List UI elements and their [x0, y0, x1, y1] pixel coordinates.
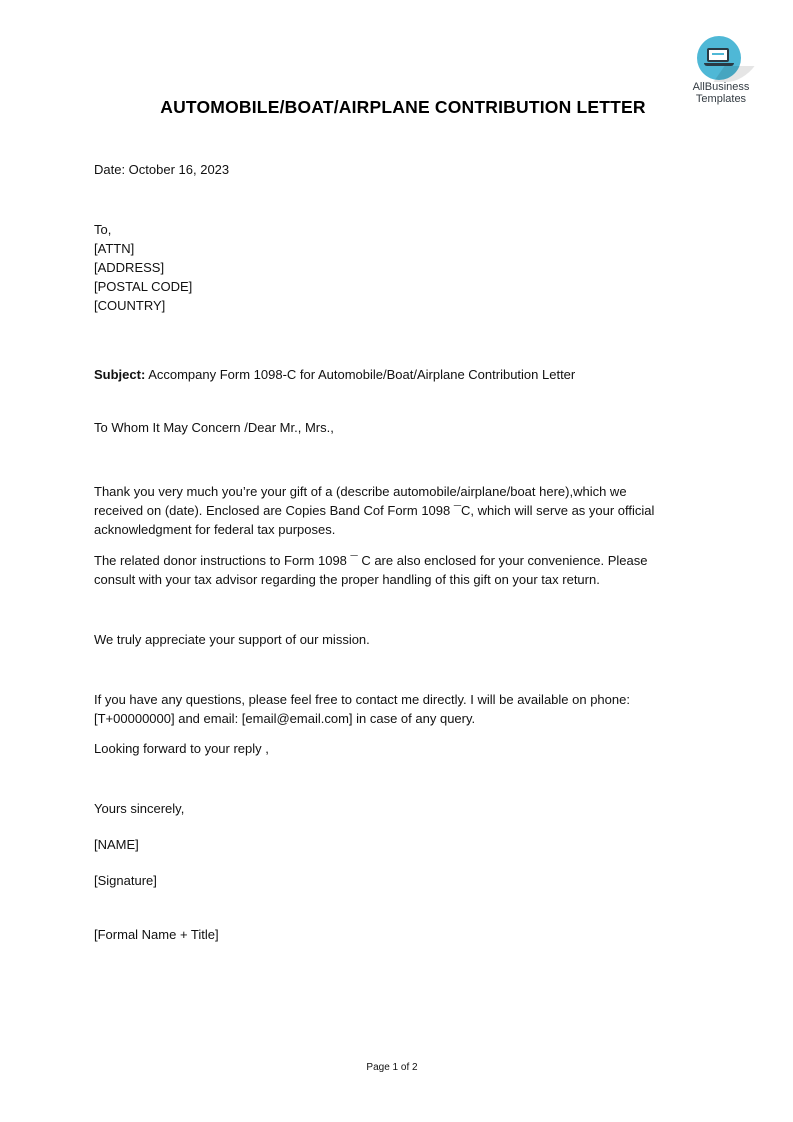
sender-name: [NAME]: [94, 837, 139, 852]
page-number: Page 1 of 2: [366, 1062, 418, 1073]
recipient-address: [ADDRESS]: [94, 260, 165, 275]
paragraph-contact: If you have any questions, please feel free to contact me directly. I will be available on phone: [T+00000000] and email: [email@email.com] in case of any query.: [94, 692, 630, 726]
salutation: To Whom It May Concern /Dear Mr., Mrs.,: [94, 420, 334, 435]
document-title: AUTOMOBILE/BOAT/AIRPLANE CONTRIBUTION LETTER: [160, 97, 646, 117]
sender-signature: [Signature]: [94, 873, 157, 888]
logo-line-1: AllBusiness: [692, 81, 750, 93]
recipient-to: To,: [94, 222, 112, 237]
paragraph-looking-forward: Looking forward to your reply ,: [94, 741, 269, 756]
subject-text: Accompany Form 1098-C for Automobile/Boat/Airplane Contribution Letter: [145, 367, 576, 382]
recipient-country: [COUNTRY]: [94, 298, 166, 313]
laptop-icon: [707, 48, 729, 62]
logo-line-2: Templates: [695, 93, 747, 105]
paragraph-donor-instructions: The related donor instructions to Form 1098 ¯ C are also enclosed for your convenience. Please consult with your tax advisor regarding the proper handling of this gift on your tax return.: [94, 553, 648, 587]
paragraph-gift-acknowledgment: Thank you very much you’re your gift of a (describe automobile/airplane/boat here),which we received on (date). Enclosed are Copies Band Cof Form 1098 ¯C, which will serve as your official acknowledgment for federal tax purposes.: [94, 484, 655, 537]
recipient-block: [94, 220, 192, 315]
subject-label: Subject:: [94, 367, 146, 382]
recipient-postal-code: [POSTAL CODE]: [94, 279, 193, 294]
logo-circle: [697, 36, 741, 80]
recipient-attn: [ATTN]: [94, 241, 135, 256]
letter-date: Date: October 16, 2023: [94, 162, 230, 177]
sign-off: Yours sincerely,: [94, 801, 185, 816]
laptop-base: [704, 63, 734, 66]
paragraph-appreciation: We truly appreciate your support of our mission.: [94, 632, 370, 647]
subject-line: [94, 365, 575, 384]
sender-formal-name: [Formal Name + Title]: [94, 927, 219, 942]
